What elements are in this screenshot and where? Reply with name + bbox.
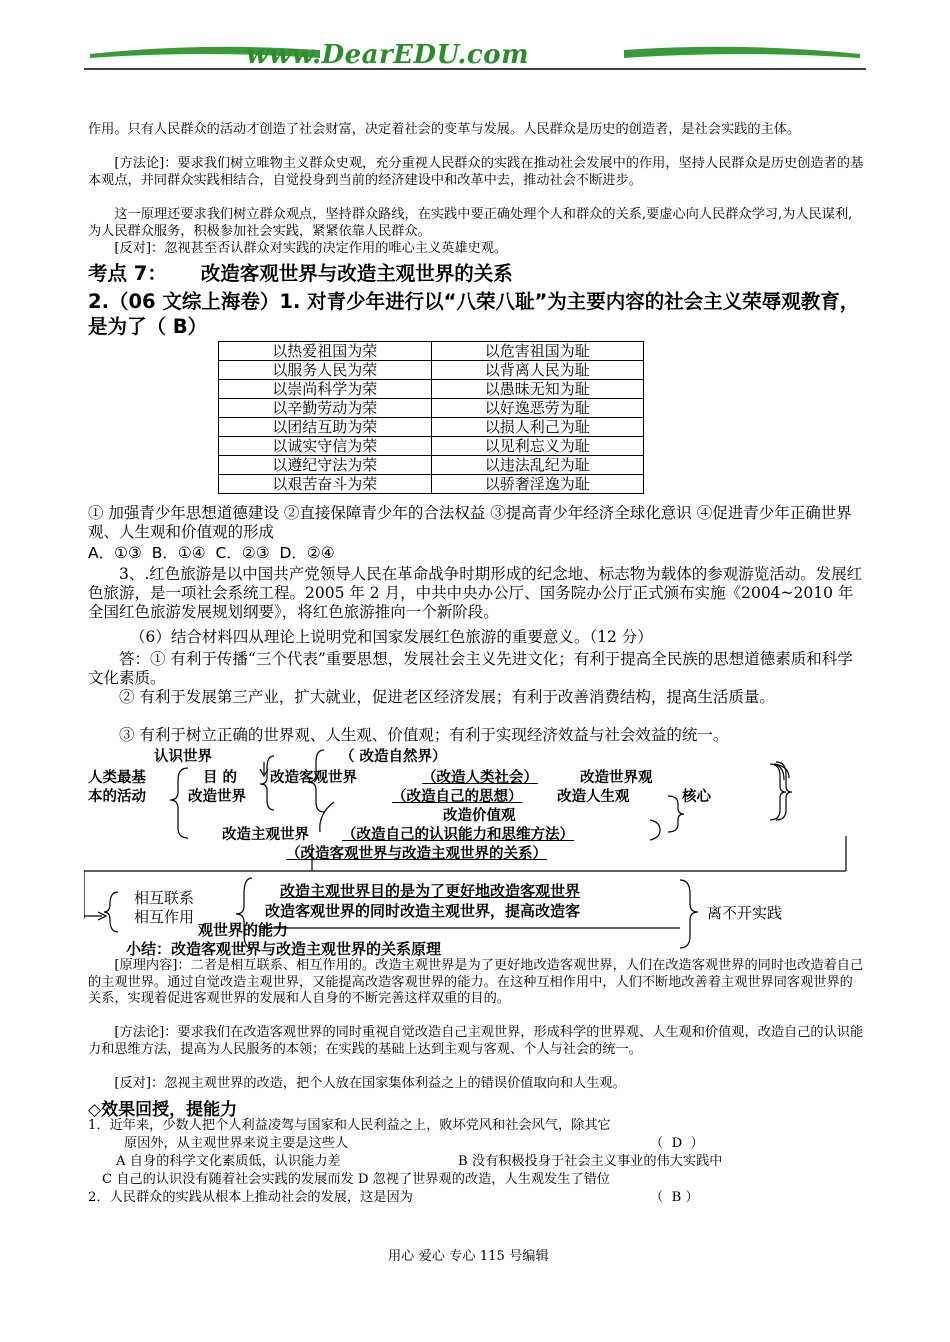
diagram-mudi: 目 的 xyxy=(203,770,238,786)
table-row xyxy=(219,475,644,494)
diagram-summary: 小结：改造客观世界与改造主观世界的关系原理 xyxy=(126,940,442,958)
review-q2-line: 2．人民群众的实践从根本上推动社会的发展，这是因为 xyxy=(88,1190,413,1205)
diagram-gaizao-sixiang: （改造自己的思想） xyxy=(392,789,523,805)
table-cell: 以服务人民为荣 xyxy=(219,361,432,380)
table-cell: 以愚昧无知为耻 xyxy=(431,380,644,399)
question-2-options: ① 加强青少年思想道德建设 ②直接保障青少年的合法权益 ③提高青少年经济全球化意识 ④促进青少年正确世界观、人生观和价值观的形成 xyxy=(88,504,852,541)
table-cell: 以好逸恶劳为耻 xyxy=(431,399,644,418)
table-row xyxy=(219,456,644,475)
review-q1-line1: 1．近年来，少数人把个人利益凌驾与国家和人民利益之上，败坏党风和社会风气，除其它 xyxy=(88,1118,611,1133)
table-cell: 以诚实守信为荣 xyxy=(219,437,432,456)
diagram-renlei-2: 本的活动 xyxy=(88,789,146,805)
diagram-guanxi: （改造客观世界与改造主观世界的关系） xyxy=(286,846,547,862)
table-cell: 以辛勤劳动为荣 xyxy=(219,399,432,418)
table-cell: 以团结互助为荣 xyxy=(219,418,432,437)
review-heading: ◇效果回授，提能力 xyxy=(88,1100,238,1120)
diagram-renlei-1: 人类最基 xyxy=(88,770,146,786)
diagram-xianghu-lianxi: 相互联系 xyxy=(134,889,195,907)
table-row xyxy=(219,342,644,361)
table-cell: 以背离人民为耻 xyxy=(431,361,644,380)
table-row xyxy=(219,361,644,380)
diagram-gaizao-renlei: （改造人类社会） xyxy=(422,770,538,786)
diagram-gaizao-shijie: 改造世界 xyxy=(188,789,246,805)
section-heading: 考点 7： 改造客观世界与改造主观世界的关系 xyxy=(88,262,513,285)
review-q1-line2: 原因外，从主观世界来说主要是这些人 xyxy=(124,1136,349,1151)
page-footer: 用心 爱心 专心 115 号编辑 xyxy=(388,1249,549,1264)
answer-point-3: ③ 有利于树立正确的世界观、人生观、价值观；有利于实现经济效益与社会效益的统一。 xyxy=(119,726,729,744)
principle-oppose: [反对]：忽视主观世界的改造，把个人放在国家集体利益之上的错误价值取向和人生观。 xyxy=(114,1076,626,1091)
diagram-gaizao-jiazhiguan: 改造价值观 xyxy=(443,808,516,824)
table-row xyxy=(219,399,644,418)
diagram-line-3: 观世界的能力 xyxy=(198,921,289,939)
intro-paragraph-3: 这一原理还要求我们树立群众观点，坚持群众路线，在实践中要正确处理个人和群众的关系,要虚心向人民群众学习,为人民谋利,为人民群众服务，积极参加社会实践，紧紧依靠人民群众。 xyxy=(88,207,853,239)
table-cell: 以损人利己为耻 xyxy=(431,418,644,437)
diagram-line-2: 改造客观世界的同时改造主观世界，提高改造客 xyxy=(265,902,581,920)
question-2-stem: 2.（06 文综上海卷）1. 对青少年进行以“八荣八耻”为主要内容的社会主义荣辱观教育，是为了（ B） xyxy=(88,290,860,338)
table-cell: 以艰苦奋斗为荣 xyxy=(219,475,432,494)
diagram-gaizao-ziran: （ 改造自然界） xyxy=(340,749,447,765)
diagram-line-1: 改造主观世界目的是为了更好地改造客观世界 xyxy=(280,882,581,900)
review-q1-option-b: B 没有积极投身于社会主义事业的伟大实践中 xyxy=(458,1154,723,1169)
principle-content: [原理内容]：二者是相互联系、相互作用的。改造主观世界是为了更好地改造客观世界，人们在改造客观世界的同时也改造着自己的主观世界。通过自觉改造主观世界，又能提高改造客观世界的能力。在这种互相作用中，人们不断地改善着主观世界同客观世界的关系，实现着促进客观世界的发展和人自身的不断完善这样双重的目的。 xyxy=(88,958,864,1006)
intro-paragraph-4: [反对]：忽视甚至否认群众对实践的决定作用的唯心主义英雄史观。 xyxy=(114,241,508,256)
diagram-gaizao-renshengguan: 改造人生观 xyxy=(557,789,630,805)
question-2-choices: A．①③ B．①④ C．②③ D．②④ xyxy=(88,544,335,562)
principle-method: [方法论]：要求我们在改造客观世界的同时重视自觉改造自己主观世界，形成科学的世界观、人生观和价值观，改造自己的认识能力和思维方法，提高为人民服务的本领；在实践的基础上达到主观与客观、个人与社会的统一。 xyxy=(88,1025,864,1057)
table-row xyxy=(219,380,644,399)
table-cell: 以危害祖国为耻 xyxy=(431,342,644,361)
intro-paragraph-1: 作用。只有人民群众的活动才创造了社会财富，决定着社会的变革与发展。人民群众是历史的创造者，是社会实践的主体。 xyxy=(88,122,801,137)
table-row xyxy=(219,418,644,437)
review-q2-answer: （ B ） xyxy=(650,1190,699,1205)
intro-paragraph-2: [方法论]：要求我们树立唯物主义群众史观，充分重视人民群众的实践在推动社会发展中的作用，坚持人民群众是历史创造者的基本观点，并同群众实践相结合，自觉投身到当前的经济建设中和改革中去，推动社会不断进步。 xyxy=(88,156,864,188)
table-cell: 以骄奢淫逸为耻 xyxy=(431,475,644,494)
answer-point-1: 答：① 有利于传播“三个代表”重要思想，发展社会主义先进文化；有利于提高全民族的思想道德素质和科学文化素质。 xyxy=(88,650,853,687)
answer-point-2: ② 有利于发展第三产业，扩大就业，促进老区经济发展；有利于改善消费结构，提高生活质量。 xyxy=(119,688,775,706)
table-cell: 以见利忘义为耻 xyxy=(431,437,644,456)
diagram-gaizao-nengli: （改造自己的认识能力和思维方法） xyxy=(342,827,574,843)
diagram-gaizao-zhuguan: 改造主观世界 xyxy=(222,827,309,843)
table-cell: 以违法乱纪为耻 xyxy=(431,456,644,475)
diagram-xianghu-zuoyong: 相互作用 xyxy=(134,908,195,926)
table-cell: 以热爱祖国为荣 xyxy=(219,342,432,361)
diagram-gaizao-shijieguan: 改造世界观 xyxy=(580,770,653,786)
honor-disgrace-table xyxy=(218,341,644,494)
diagram-hexin: 核心 xyxy=(682,789,711,805)
question-3-material: 3、.红色旅游是以中国共产党领导人民在革命战争时期形成的纪念地、标志物为载体的参观游览活动。发展红色旅游，是一项社会系统工程。2005 年 2 月，中共中央办公厅、国务院办公厅正式颁布实施《2004~2010 年全国红色旅游发展规划纲要》，将红色旅游推向一个新阶段。 xyxy=(88,565,863,621)
review-q1-option-a: A 自身的科学文化素质低，认识能力差 xyxy=(116,1154,341,1169)
table-cell: 以崇尚科学为荣 xyxy=(219,380,432,399)
review-q1-option-cd: C 自己的认识没有随着社会实践的发展而发 D 忽视了世界观的改造，人生观发生了错位 xyxy=(102,1172,610,1187)
logo-text: www.DearEDU.com xyxy=(246,40,530,70)
table-row xyxy=(219,437,644,456)
diagram-renshi-shijie: 认识世界 xyxy=(154,749,212,765)
diagram-libukai: 离不开实践 xyxy=(707,904,783,922)
table-cell: 以遵纪守法为荣 xyxy=(219,456,432,475)
review-q1-answer: （ D ） xyxy=(650,1136,704,1151)
diagram-gaizao-keguan: 改造客观世界 xyxy=(270,770,357,786)
question-3-prompt: （6）结合材料四从理论上说明党和国家发展红色旅游的重要意义。（12 分） xyxy=(130,628,653,646)
